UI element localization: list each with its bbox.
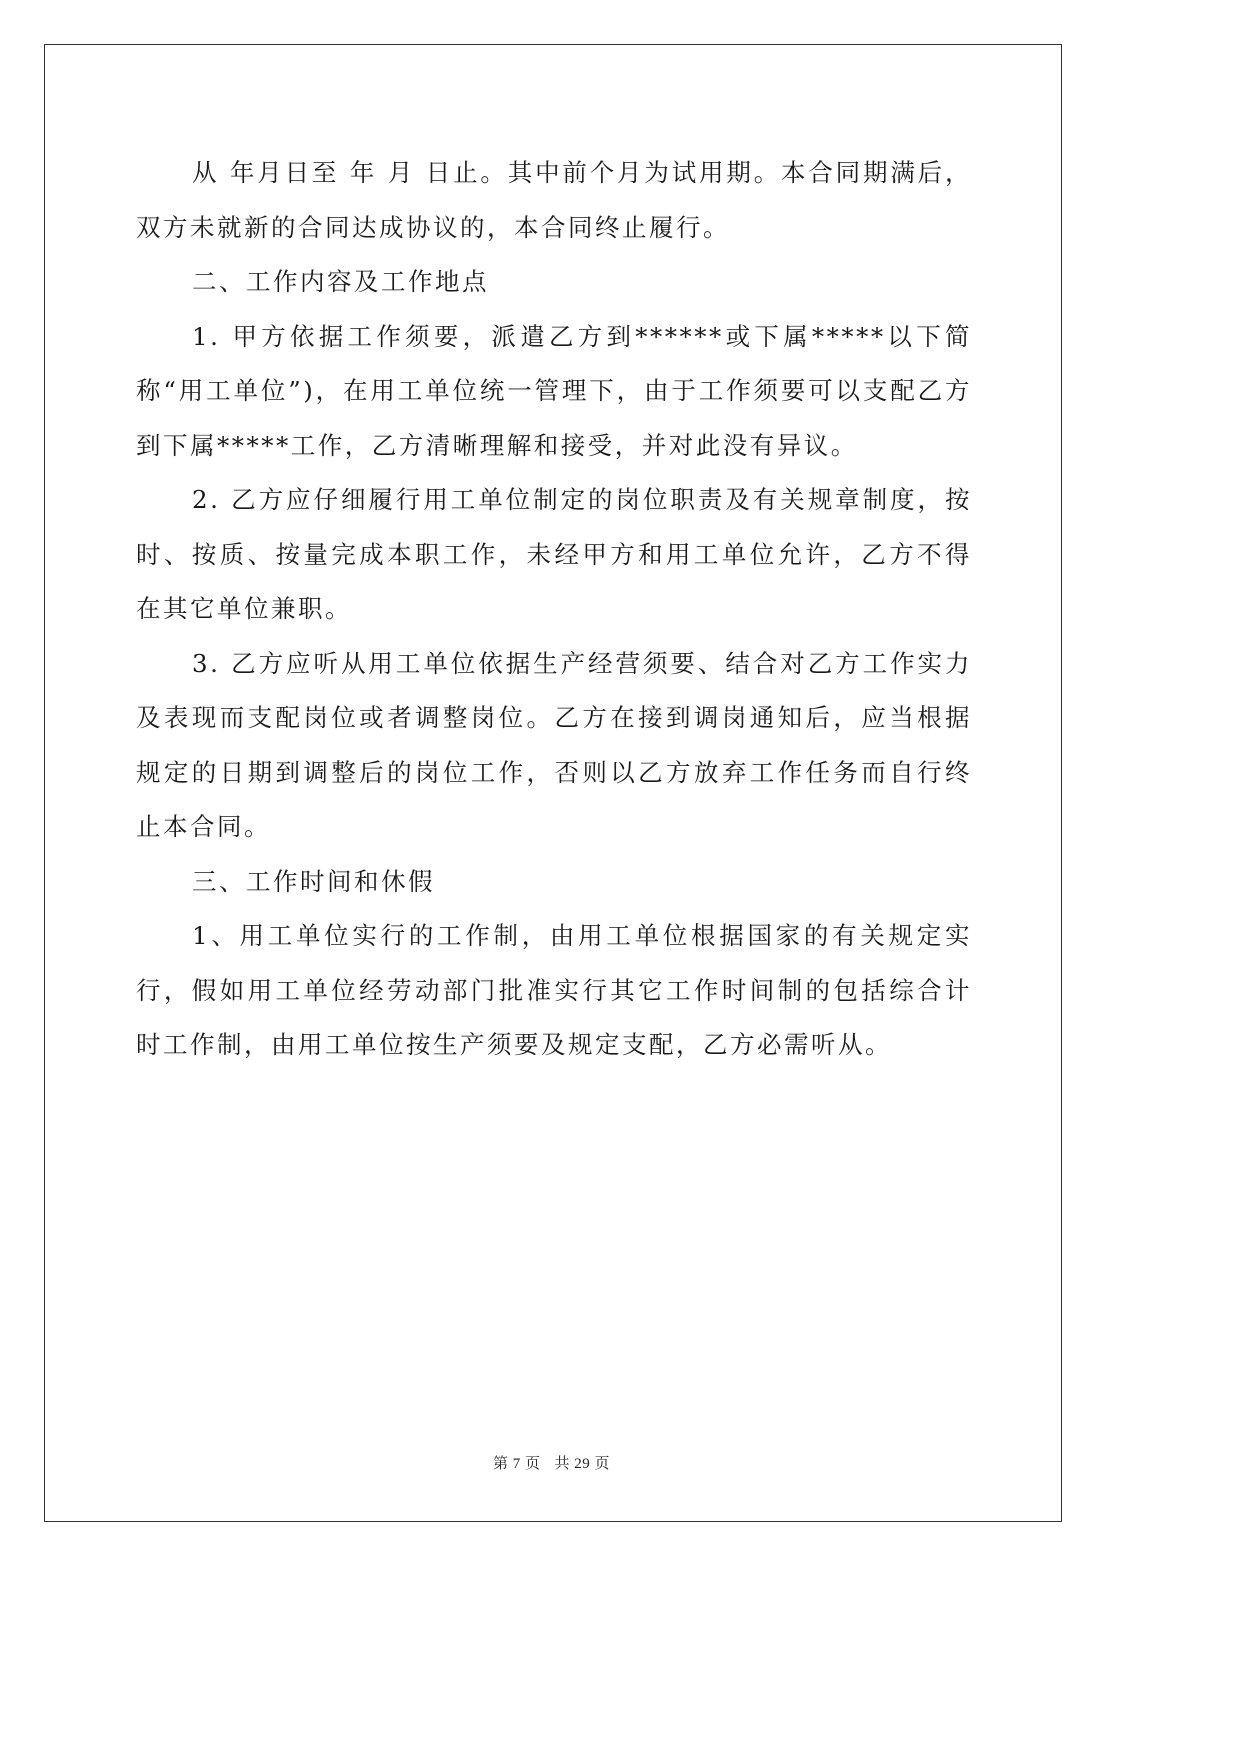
- page-total: 共 29 页: [554, 1456, 611, 1472]
- paragraph-contract-term: 从 年月日至 年 月 日止。其中前个月为试用期。本合同期满后，双方未就新的合同达成协议的，本合同终止履行。: [136, 158, 972, 242]
- document-body: [136, 146, 972, 1073]
- section-heading-work-content: 二、工作内容及工作地点: [192, 267, 489, 296]
- section-heading-work-hours: 三、工作时间和休假: [192, 866, 435, 896]
- paragraph-clause-3-1: 1、用工单位实行的工作制，由用工单位根据国家的有关规定实行，假如用工单位经劳动部门批准实行其它工作时间制的包括综合计时工作制，由用工单位按生产须要及规定支配，乙方必需听从。: [136, 921, 972, 1059]
- paragraph-clause-2-2: 2. 乙方应仔细履行用工单位制定的岗位职责及有关规章制度，按时、按质、按量完成本职工作，未经甲方和用工单位允许，乙方不得在其它单位兼职。: [136, 485, 972, 623]
- page-number: 第 7 页: [492, 1456, 541, 1472]
- page-footer: [0, 1452, 1103, 1473]
- paragraph-clause-2-3: 3. 乙方应听从用工单位依据生产经营须要、结合对乙方工作实力及表现而支配岗位或者调整岗位。乙方在接到调岗通知后，应当根据规定的日期到调整后的岗位工作，否则以乙方放弃工作任务而自行终止本合同。: [136, 648, 972, 841]
- paragraph-clause-2-1: 1. 甲方依据工作须要，派遣乙方到******或下属*****以下简称“用工单位”)，在用工单位统一管理下，由于工作须要可以支配乙方到下属*****工作，乙方清晰理解和接受，并对此没有异议。: [136, 321, 972, 460]
